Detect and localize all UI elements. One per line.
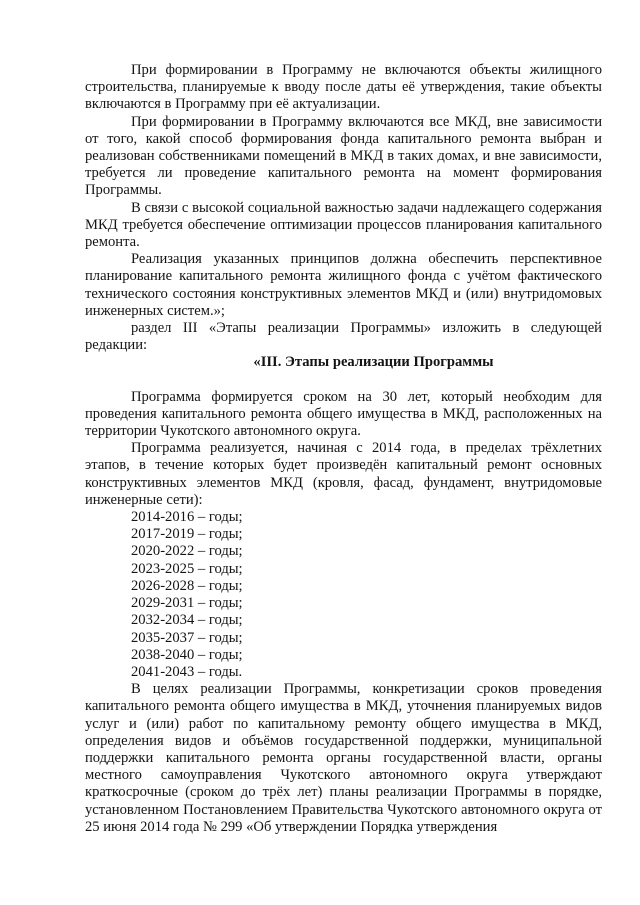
stage-period-item: 2029-2031 – годы;: [131, 595, 243, 612]
stage-period-item: 2023-2025 – годы;: [131, 560, 243, 577]
paragraph-program-term: Программа формируется сроком на 30 лет, который необходим для проведения капитального ремонта общего имущества в МКД, расположенных на территории Чукотского автономного округа.: [85, 388, 602, 440]
stage-period-item: 2017-2019 – годы;: [131, 526, 243, 543]
stage-period-item: 2038-2040 – годы;: [131, 646, 243, 663]
paragraph-optimization: В связи с высокой социальной важностью задачи надлежащего содержания МКД требуется обеспечение оптимизации процессов планирования капитального ремонта.: [85, 199, 602, 251]
stage-period-item: 2014-2016 – годы;: [131, 509, 243, 526]
paragraph-excluded-objects: При формировании в Программу не включаются объекты жилищного строительства, планируемые к вводу после даты её утверждения, такие объекты включаются в Программу при её актуализации.: [85, 62, 602, 113]
stage-period-item: 2032-2034 – годы;: [131, 612, 243, 629]
stage-period-item: 2026-2028 – годы;: [131, 577, 243, 594]
section-heading: «III. Этапы реализации Программы: [253, 354, 494, 371]
stage-period-item: 2020-2022 – годы;: [131, 543, 243, 560]
stage-period-item: 2041-2043 – годы.: [131, 663, 243, 680]
paragraph-section-amendment: раздел III «Этапы реализации Программы» изложить в следующей редакции:: [85, 320, 602, 354]
stage-period-item: 2035-2037 – годы;: [131, 629, 243, 646]
paragraph-included-mkd: При формировании в Программу включаются все МКД, вне зависимости от того, какой способ формирования фонда капитального ремонта выбран и реализован собственниками помещений в МКД в таких домах, и вне зависимости, требуется ли проведение капитального ремонта на момент формирования Программы.: [85, 113, 602, 199]
stage-periods-list: [85, 509, 602, 681]
paragraph-planning-principles: Реализация указанных принципов должна обеспечить перспективное планирование капитального ремонта жилищного фонда с учётом фактического технического состояния конструктивных элементов МКД и (или) внутридомовых инженерных систем.»;: [85, 251, 602, 319]
paragraph-program-stages: Программа реализуется, начиная с 2014 года, в пределах трёхлетних этапов, в течение которых будет произведён капитальный ремонт основных конструктивных элементов МКД (кровля, фасад, фундамент, внутридомовые инженерные сети):: [85, 440, 602, 508]
paragraph-short-term-plans: В целях реализации Программы, конкретизации сроков проведения капитального ремонта общего имущества в МКД, уточнения планируемых видов услуг и (или) работ по капитальному ремонту общего имущества в МКД, определения видов и объёмов государственной поддержки, муниципальной поддержки капитального ремонта органы государственной власти, органы местного самоуправления Чукотского автономного округа утверждают краткосрочные (сроком до трёх лет) планы реализации Программы в порядке, установленном Постановлением Правительства Чукотского автономного округа от 25 июня 2014 года № 299 «Об утверждении Порядка утверждения: [85, 681, 602, 835]
